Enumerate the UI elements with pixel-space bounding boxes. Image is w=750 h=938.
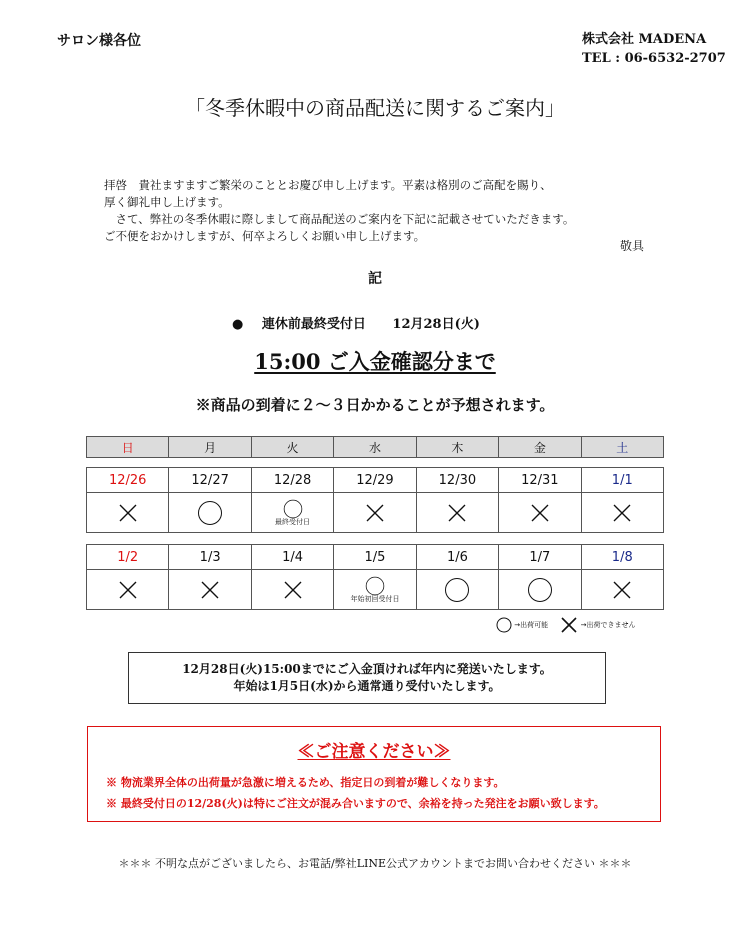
calendar-date: 12/26: [87, 468, 169, 493]
cross-icon: [560, 616, 578, 634]
calendar-weekday-header: [86, 436, 664, 458]
circle-icon: [283, 499, 303, 519]
circle-icon: [444, 577, 470, 603]
shipping-status-cell: [169, 493, 251, 533]
cross-icon: [365, 503, 385, 523]
caution-box: [87, 726, 661, 822]
calendar-date: 1/1: [581, 468, 663, 493]
calendar-date: 12/27: [169, 468, 251, 493]
legend: [496, 616, 635, 634]
weekday-1: 月: [169, 437, 251, 458]
calendar-date: 12/31: [499, 468, 581, 493]
calendar-week-1: [86, 467, 664, 533]
cross-icon: [118, 580, 138, 600]
company-tel: TEL : 06-6532-2707: [582, 51, 726, 66]
date-note: 最終受付日: [275, 517, 311, 526]
payment-deadline: [0, 346, 750, 376]
calendar-date: 1/2: [87, 545, 169, 570]
last-order-date: 12月28日(火): [392, 317, 480, 332]
weekday-3: 水: [334, 437, 416, 458]
calendar-date: 12/30: [416, 468, 498, 493]
footer-contact: ＊＊＊ 不明な点がございましたら、お電話/弊社LINE公式アカウントまでお問い合わせください ＊＊＊: [118, 857, 632, 870]
caution-title: [88, 737, 660, 762]
weekday-5: 金: [499, 437, 581, 458]
company-name: 株式会社 MADENA: [582, 32, 707, 47]
circle-icon: [527, 577, 553, 603]
info-line-1: 12月28日(火)15:00までにご入金頂ければ年内に発送いたします。: [182, 662, 552, 676]
shipping-status-cell: [499, 570, 581, 610]
recipient: サロン様各位: [57, 33, 141, 49]
shipping-status-cell: [169, 570, 251, 610]
page-title: 「冬季休暇中の商品配送に関するご案内」: [185, 96, 565, 120]
calendar-week-2: [86, 544, 664, 610]
last-order-line: [232, 313, 480, 332]
bullet-icon: ●: [232, 317, 244, 332]
cross-icon: [447, 503, 467, 523]
caution-item-2: ※ 最終受付日の12/28(火)は特にご注文が混み合いますので、余裕を持った発注をお願い致します。: [106, 797, 605, 810]
shipping-status-cell: [251, 570, 333, 610]
weekday-6: 土: [581, 437, 663, 458]
body-line-1: 拝啓 貴社ますますご繁栄のこととお慶び申し上げます。平素は格別のご高配を賜り、: [104, 178, 552, 192]
last-order-label: 連休前最終受付日: [261, 317, 366, 332]
shipping-status-cell: [251, 493, 333, 533]
body-line-2: 厚く御礼申し上げます。: [104, 195, 230, 209]
shipping-status-cell: [499, 493, 581, 533]
circle-icon: [197, 500, 223, 526]
ki-heading: 記: [368, 271, 382, 287]
arrival-expectation: ※商品の到着に２～３日かかることが予想されます。: [195, 396, 555, 414]
cross-icon: [612, 580, 632, 600]
shipping-status-cell: [416, 493, 498, 533]
weekday-2: 火: [251, 437, 333, 458]
legend-ok-label: →出荷可能: [514, 621, 549, 629]
weekday-0: 日: [87, 437, 169, 458]
body-line-4: ご不便をおかけしますが、何卒よろしくお願い申し上げます。: [104, 229, 426, 243]
shipping-status-cell: [581, 493, 663, 533]
cross-icon: [118, 503, 138, 523]
company-block: [582, 30, 726, 68]
calendar-date: 1/7: [499, 545, 581, 570]
shipping-status-cell: [334, 570, 416, 610]
shipping-status-cell: [581, 570, 663, 610]
calendar-date: 12/29: [334, 468, 416, 493]
cross-icon: [200, 580, 220, 600]
info-box: [128, 652, 606, 704]
cross-icon: [612, 503, 632, 523]
payment-deadline-text: 15:00 ご入金確認分まで: [254, 349, 496, 374]
shipping-status-cell: [87, 570, 169, 610]
calendar-date: 1/3: [169, 545, 251, 570]
cross-icon: [283, 580, 303, 600]
shipping-status-cell: [87, 493, 169, 533]
body-line-3: さて、弊社の冬季休暇に際しまして商品配送のご案内を下記に記載させていただきます。: [104, 212, 575, 226]
caution-item-1: ※ 物流業界全体の出荷量が急激に増えるため、指定日の到着が難しくなります。: [106, 776, 505, 789]
weekday-4: 木: [416, 437, 498, 458]
calendar-date: 1/6: [416, 545, 498, 570]
info-line-2: 年始は1月5日(水)から通常通り受付いたします。: [233, 679, 501, 693]
calendar-date: 1/8: [581, 545, 663, 570]
calendar-date: 1/4: [251, 545, 333, 570]
closing-word: 敬具: [620, 239, 645, 253]
circle-icon: [365, 576, 385, 596]
circle-icon: [496, 617, 512, 633]
date-note: 年始初回受付日: [350, 594, 400, 603]
shipping-status-cell: [416, 570, 498, 610]
shipping-status-cell: [334, 493, 416, 533]
legend-ng-label: →出荷できません: [580, 621, 636, 629]
caution-title-text: ≪ご注意ください≫: [297, 742, 451, 762]
cross-icon: [530, 503, 550, 523]
greeting-body: [104, 177, 664, 245]
calendar-date: 12/28: [251, 468, 333, 493]
calendar-date: 1/5: [334, 545, 416, 570]
